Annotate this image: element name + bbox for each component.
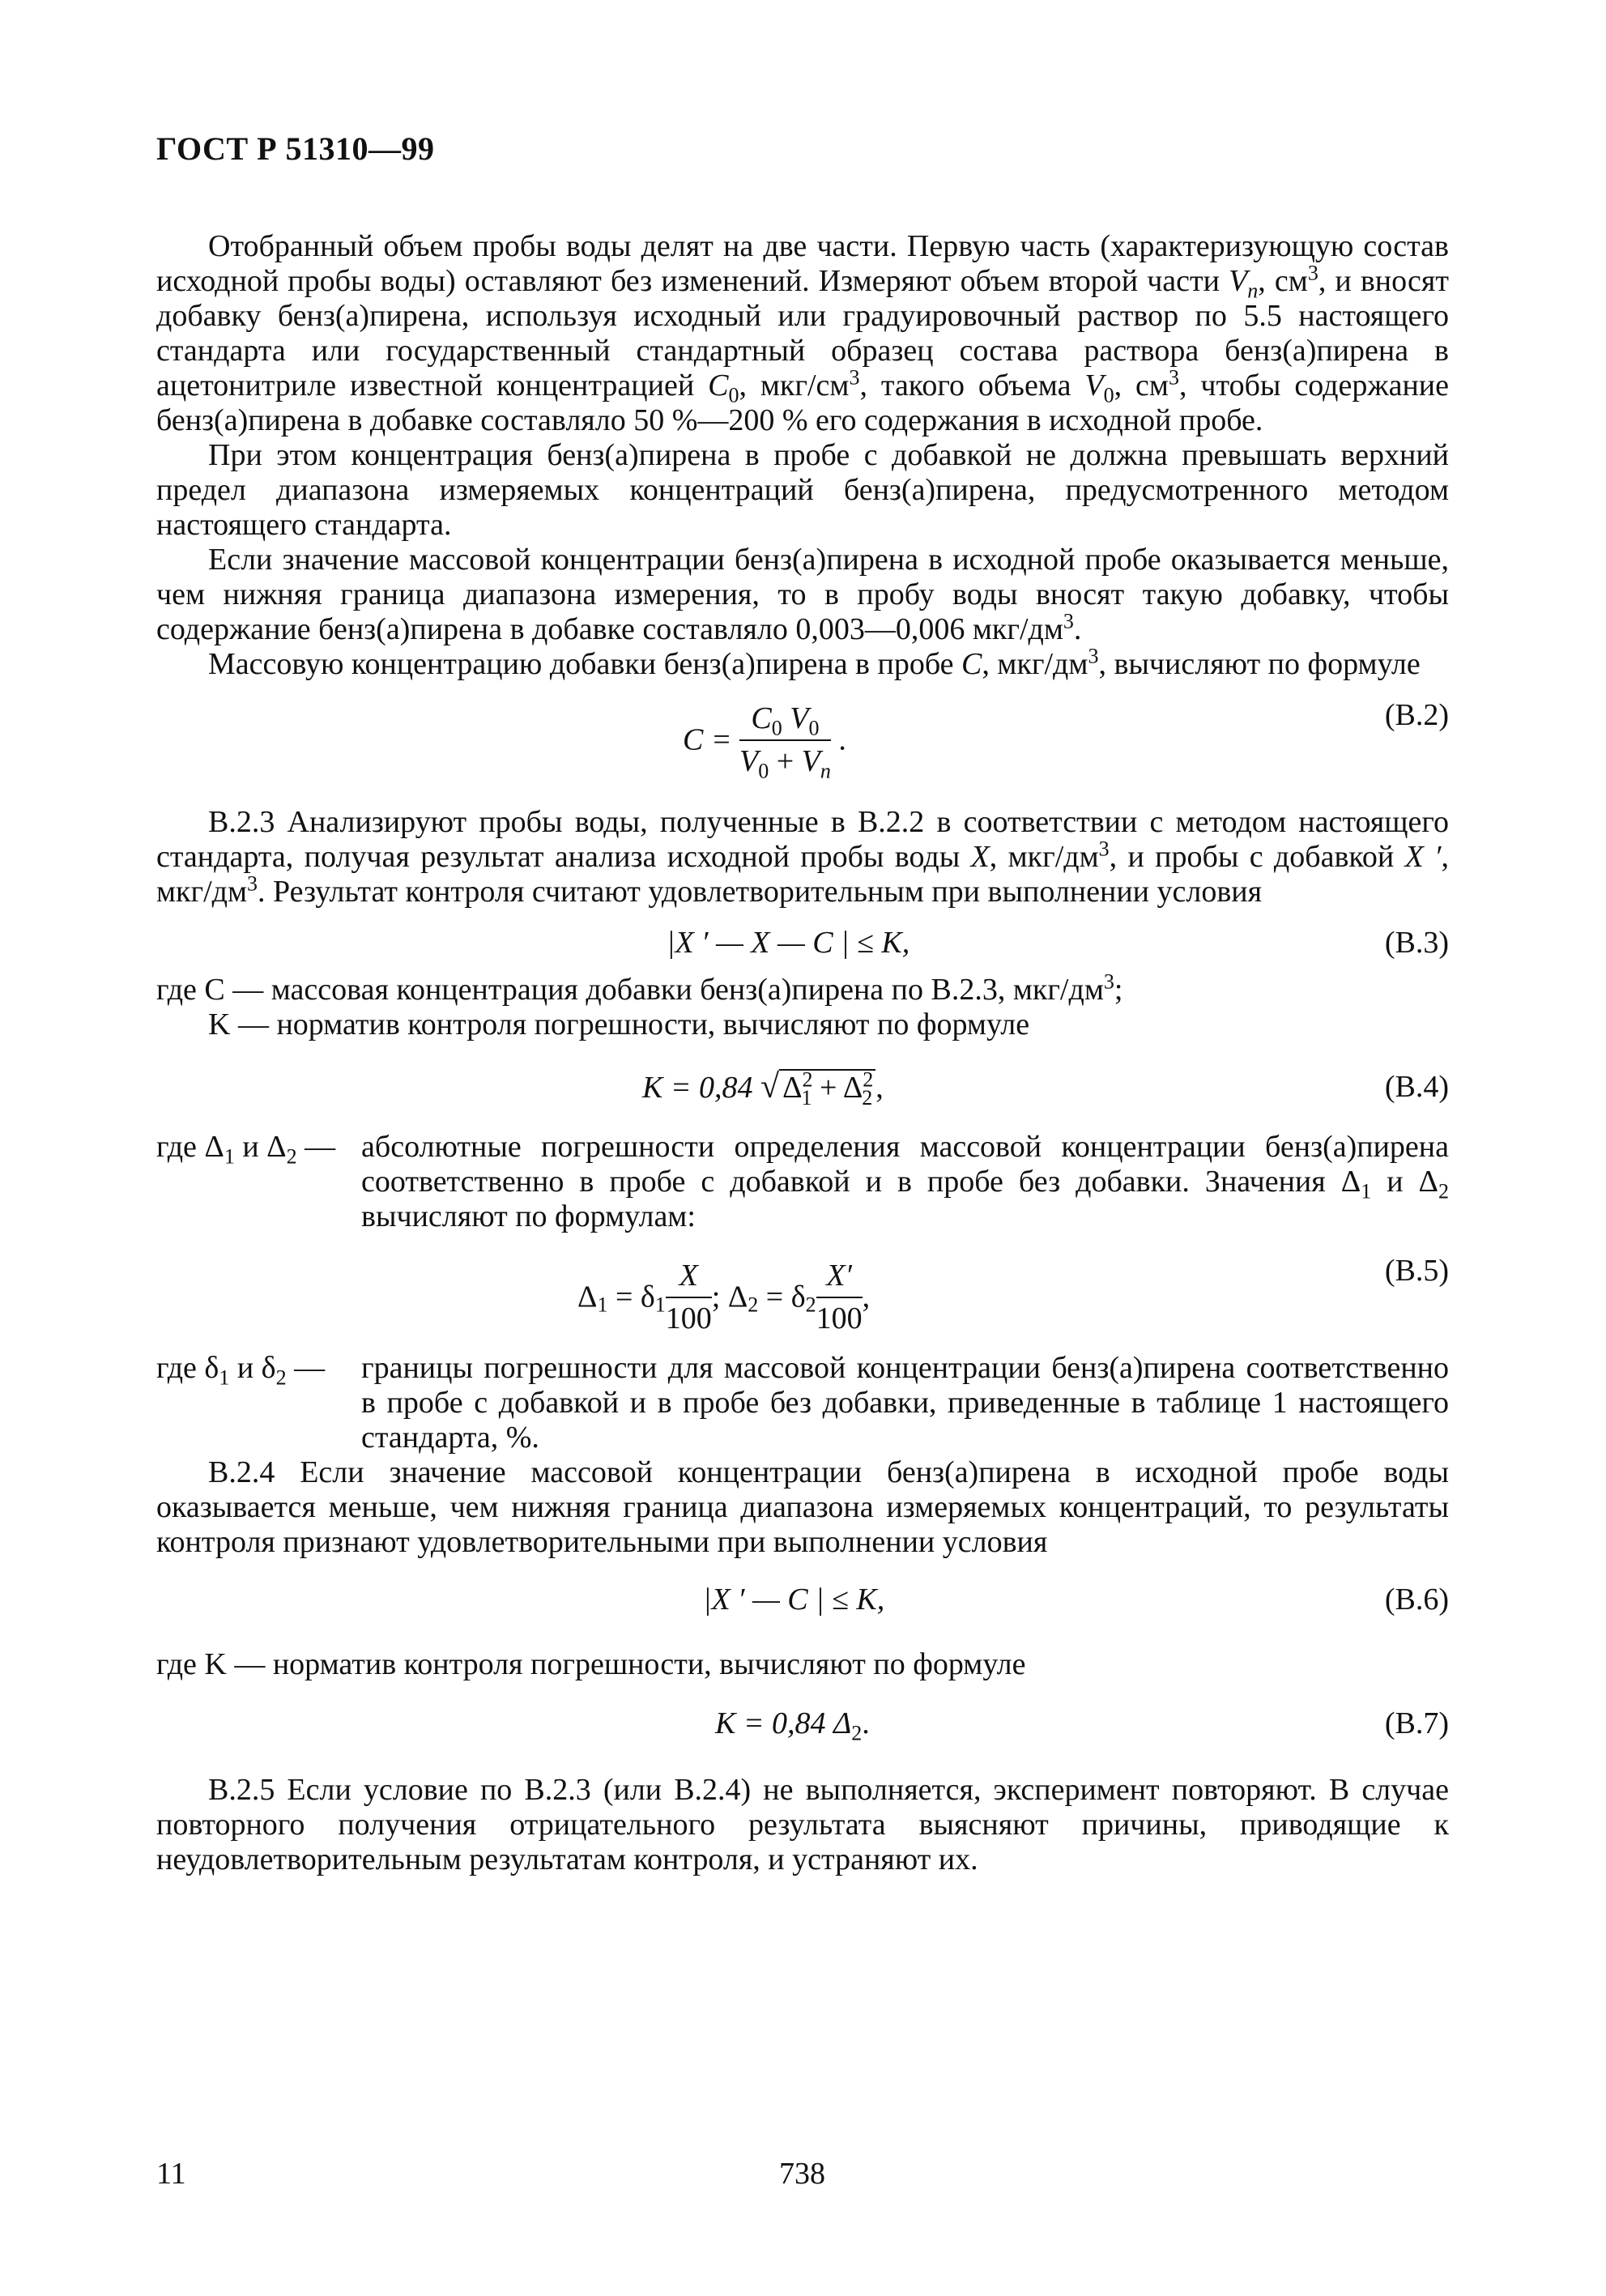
paragraph-upper-limit: При этом концентрация бенз(а)пирена в пробе с добавкой не должна превышать верхний предел диапазона измеряемых концентраций бенз(а)пирена, предусмотренного методом настоящего стандарта. (156, 438, 1449, 542)
paragraph-mass-conc: Массовую концентрацию добавки бенз(а)пирена в пробе C, мкг/$дм^3$, вычисляют по формуле (208, 644, 1421, 681)
formula-b3: |X ′ — X — C | ≤ K, (В.3) (667, 926, 1449, 960)
footer-page-number-center: 738 (779, 2157, 825, 2191)
paragraph-b23: В.2.3 Анализируют пробы воды, полученные в В.2.2 в соответствии с методом настоящего стандарта, получая результат анализа исходной пробы воды X, мкг/$дм^3$, и пробы с добавкой X ′, мкг/$дм^3$. Результат контроля считают удовлетворительным при выполнении условия (156, 805, 1449, 909)
formula-number-b2: (В.2) (1384, 698, 1449, 732)
paragraph-b25: В.2.5 Если условие по В.2.3 (или В.2.4) не выполняется, эксперимент повторяют. В случае повторного получения отрицательного результата выясняют причины, приводящие к неудовлетворительным результатам контроля, и устраняют их. (156, 1773, 1449, 1876)
definition-k2: где K — норматив контроля погрешности, вычисляют по формуле (156, 1647, 1026, 1681)
formula-number-b4: (В.4) (1384, 1070, 1449, 1104)
paragraph-lower-limit: Если значение массовой концентрации бенз(а)пирена в исходной пробе оказывается меньше, чем нижняя граница диапазона измерения, то в пробу воды вносят такую добавку, чтобы содержание бенз(а)пирена в добавке составляло 0,003—0,006 мкг/$дм^3$. (156, 543, 1449, 646)
formula-number-b3: (В.3) (1384, 926, 1449, 960)
formula-number-b5: (В.5) (1384, 1254, 1449, 1288)
definition-k: K — норматив контроля погрешности, вычисляют по формуле (208, 1007, 1030, 1042)
formula-b4: K = 0,84 √ $\Delta^2_1 + \Delta^2_2$ , (В.4) (642, 1067, 1449, 1110)
paragraph-b24: В.2.4 Если значение массовой концентрации бенз(а)пирена в исходной пробе воды оказывается меньше, чем нижняя граница диапазона измеряемых концентраций, то результаты контроля признают удовлетворительными при выполнении условия (156, 1455, 1449, 1559)
formula-number-b7: (В.7) (1384, 1706, 1449, 1740)
formula-b6: |X ′ — C | ≤ K, (В.6) (703, 1582, 1449, 1617)
formula-b5: $\Delta_1 = \delta_1$ $\frac{X}{100}$ ; $\Delta_2 = \delta_2$ $\frac{X'}{100}$ , (В.5) (577, 1254, 1449, 1335)
formula-b7: K = 0,84 $\Delta_2$. (В.7) (715, 1706, 1449, 1745)
formula-number-b6: (В.6) (1384, 1582, 1449, 1617)
footer-page-number-left: 11 (156, 2157, 186, 2191)
body-text (156, 229, 1449, 1877)
definition-delta-small: где $\delta_1$ и $\delta_2$ — границы погрешности для массовой концентрации бенз(а)пирена соответственно в пробе с добавкой и в пробе без добавки, приведенные в таблице 1 настоящего стандарта, %. (156, 1351, 1449, 1455)
formula-b2: C = $\frac{C_0 V_0}{V_0 + V_n}$ . (В.2) (683, 698, 1449, 783)
fraction-b2: $\frac{C_0 V_0}{V_0 + V_n}$ (739, 701, 831, 783)
definition-delta: где $\Delta_1$ и $\Delta_2$ — абсолютные погрешности определения массовой концентрации бенз(а)пирена соответственно в пробе с добавкой и в пробе без добавки. Значения $\Delta_1$ и $\Delta_2$ вычисляют по формулам: (156, 1130, 1449, 1233)
page-header: ГОСТ Р 51310—99 (156, 130, 435, 167)
paragraph-sample-split: Отобранный объем пробы воды делят на две части. Первую часть (характеризующую состав исходной пробы воды) оставляют без изменений. Измеряют объем второй части $V_n$, $см^3$, и вносят добавку бенз(а)пирена, используя исходный или градуировочный раствор по 5.5 настоящего стандарта или государственный стандартный образец состава раствора бенз(а)пирена в ацетонитриле известной концентрацией $C_0$, мкг/$см^3$, такого объема $V_0$, $см^3$, чтобы содержание бенз(а)пирена в добавке составляло 50 %—200 % его содержания в исходной пробе. (156, 229, 1450, 437)
definition-c: где C — массовая концентрация добавки бенз(а)пирена по В.2.3, мкг/$дм^3$; (156, 969, 1123, 1007)
